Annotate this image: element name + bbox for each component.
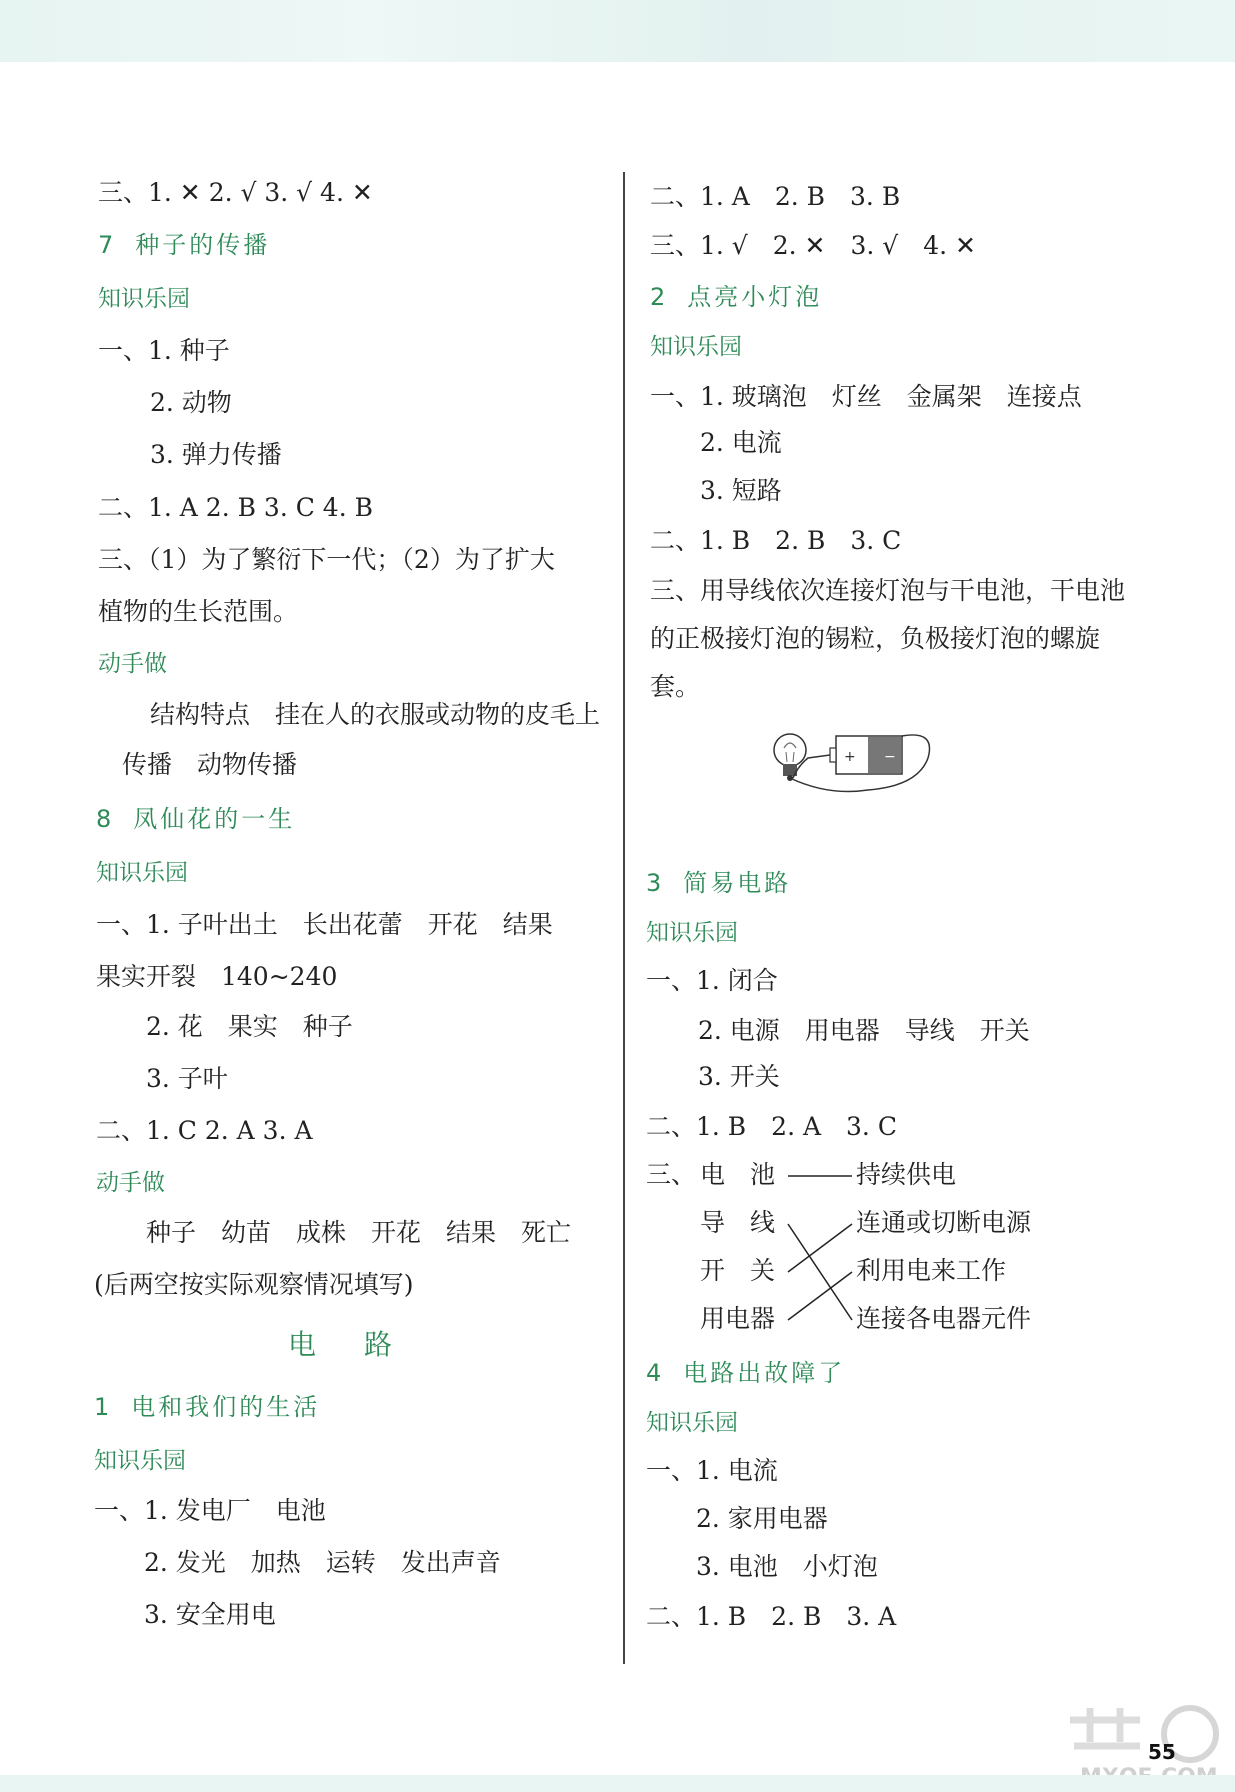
match-line — [788, 1272, 852, 1320]
answer-line: 二、1. B 2. B 3. C — [650, 526, 902, 555]
subheading: 知识乐园 — [646, 920, 738, 946]
answer-line: 二、1. B 2. A 3. C — [646, 1112, 897, 1141]
subheading: 知识乐园 — [646, 1410, 738, 1436]
column-divider — [623, 172, 625, 1664]
match-right-item: 持续供电 — [856, 1160, 957, 1189]
section-heading-4 — [646, 1358, 845, 1388]
unit-title: 电路 — [288, 1328, 441, 1361]
section-title: 简易电路 — [683, 869, 792, 897]
match-left-item: 用电器 — [700, 1304, 776, 1333]
section-title: 点亮小灯泡 — [687, 283, 823, 311]
answer-line: 3. 短路 — [700, 476, 782, 505]
subheading: 知识乐园 — [94, 1448, 186, 1474]
light-bulb-icon — [774, 734, 806, 781]
battery-icon — [830, 736, 902, 774]
match-left-item: 电 池 — [700, 1160, 776, 1189]
answer-line: 种子 幼苗 成株 开花 结果 死亡 — [146, 1218, 572, 1247]
answer-line: 二、1. C 2. A 3. A — [96, 1116, 313, 1145]
answer-line: 传播 动物传播 — [122, 750, 298, 779]
match-right-item: 连通或切断电源 — [856, 1208, 1032, 1237]
answer-line: 2. 电流 — [700, 428, 782, 457]
section-heading-8 — [96, 804, 295, 834]
section-heading-1 — [94, 1392, 320, 1422]
match-right-item: 利用电来工作 — [856, 1256, 1007, 1285]
match-prefix: 三、 — [646, 1160, 697, 1189]
section-number: 3 — [646, 869, 662, 897]
match-line — [788, 1224, 852, 1272]
section-number: 1 — [94, 1393, 110, 1421]
answer-line: 一、1. 电流 — [646, 1456, 778, 1485]
answer-line: 三、1. √ 2. ✕ 3. √ 4. ✕ — [650, 231, 976, 260]
match-line — [788, 1224, 852, 1320]
section-number: 2 — [650, 283, 666, 311]
answer-line: 三、用导线依次连接灯泡与干电池，干电池 — [650, 576, 1126, 605]
answer-line: 果实开裂 140~240 — [96, 962, 338, 991]
section-title: 电和我们的生活 — [131, 1393, 321, 1421]
answer-line: 2. 家用电器 — [696, 1504, 828, 1533]
answer-line: (后两空按实际观察情况填写) — [94, 1270, 414, 1299]
answer-line: 二、1. A 2. B 3. B — [650, 182, 901, 211]
section-heading-3 — [646, 868, 791, 898]
svg-text:+: + — [844, 749, 856, 765]
answer-line: 结构特点 挂在人的衣服或动物的皮毛上 — [150, 700, 601, 729]
bottom-decoration-band — [0, 1775, 1235, 1792]
section-title: 凤仙花的一生 — [133, 805, 296, 833]
answer-line: 二、1. A 2. B 3. C 4. B — [98, 493, 373, 522]
answer-line: 三、（1）为了繁衍下一代；（2）为了扩大 — [98, 545, 555, 574]
answer-line: 一、1. 种子 — [98, 336, 230, 365]
match-right-item: 连接各电器元件 — [856, 1304, 1032, 1333]
answer-line: 二、1. B 2. B 3. A — [646, 1602, 897, 1631]
section-number: 8 — [96, 805, 112, 833]
answer-line: 3. 开关 — [698, 1062, 780, 1091]
answer-line: 3. 电池 小灯泡 — [696, 1552, 878, 1581]
answer-line: 3. 安全用电 — [144, 1600, 276, 1629]
answer-line: 一、1. 闭合 — [646, 966, 778, 995]
match-left-item: 导 线 — [700, 1208, 776, 1237]
answer-line: 一、1. 子叶出土 长出花蕾 开花 结果 — [96, 910, 553, 939]
answer-line: 一、1. 发电厂 电池 — [94, 1496, 326, 1525]
answer-line: 一、1. 玻璃泡 灯丝 金属架 连接点 — [650, 382, 1082, 411]
subheading: 知识乐园 — [650, 334, 742, 360]
subheading: 动手做 — [96, 1170, 165, 1196]
answer-line: 2. 发光 加热 运转 发出声音 — [144, 1548, 501, 1577]
subheading: 知识乐园 — [96, 860, 188, 886]
bulb-battery-illustration — [768, 718, 964, 798]
subheading: 知识乐园 — [98, 286, 190, 312]
section-heading-7 — [98, 230, 270, 260]
answer-line: 2. 花 果实 种子 — [146, 1012, 353, 1041]
answer-line: 2. 动物 — [150, 388, 232, 417]
section-title: 种子的传播 — [135, 231, 271, 259]
answer-line: 2. 电源 用电器 导线 开关 — [698, 1016, 1030, 1045]
page-number: 55 — [1148, 1740, 1176, 1764]
svg-text:−: − — [884, 749, 896, 765]
top-decoration-band — [0, 0, 1235, 62]
match-left-item: 开 关 — [700, 1256, 776, 1285]
section-title: 电路出故障了 — [683, 1359, 846, 1387]
answer-line: 植物的生长范围。 — [98, 597, 299, 626]
match-lines — [784, 1160, 856, 1340]
answer-line: 3. 弹力传播 — [150, 440, 282, 469]
section-heading-2 — [650, 282, 822, 312]
answer-line: 套。 — [650, 672, 701, 701]
answer-line: 的正极接灯泡的锡粒，负极接灯泡的螺旋 — [650, 624, 1101, 653]
answer-line: 三、1. ✕ 2. √ 3. √ 4. ✕ — [98, 178, 373, 207]
answer-line: 3. 子叶 — [146, 1064, 228, 1093]
subheading: 动手做 — [98, 651, 167, 677]
section-number: 7 — [98, 231, 114, 259]
section-number: 4 — [646, 1359, 662, 1387]
